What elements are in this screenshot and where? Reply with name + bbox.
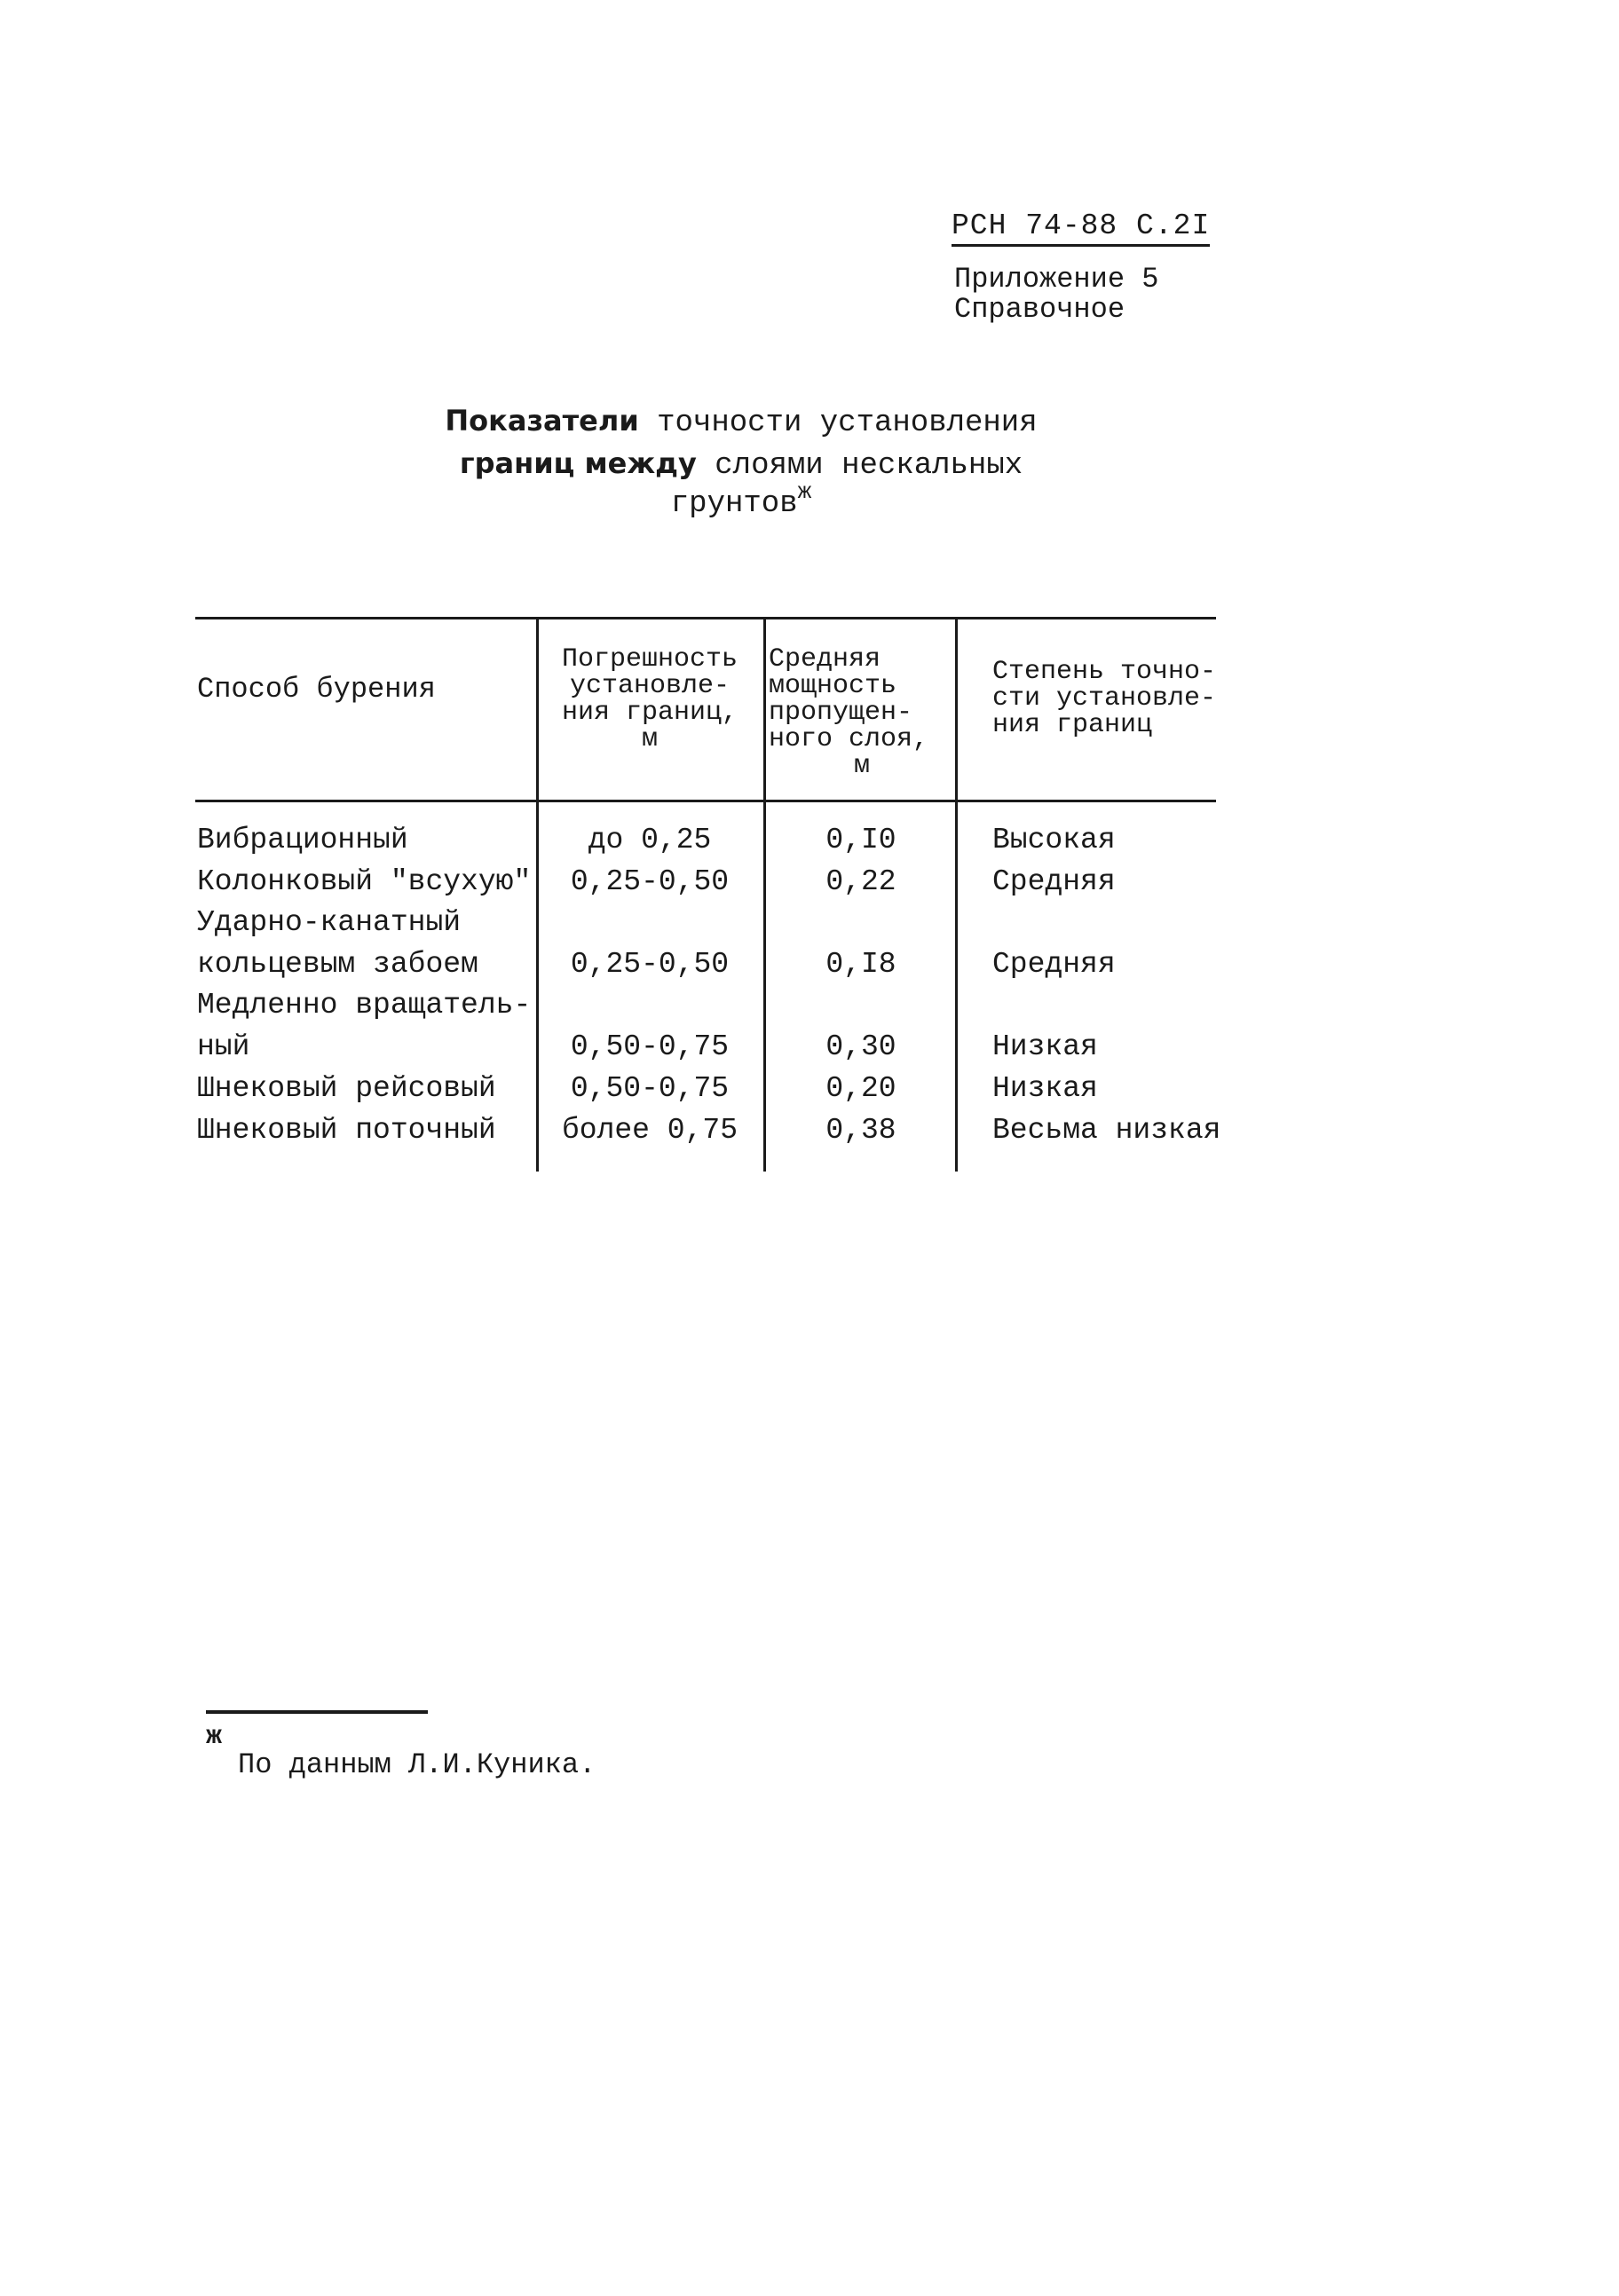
title-rest-part-1: точности установления (657, 406, 1038, 440)
appendix-type: Справочное (954, 293, 1125, 326)
header-error (538, 646, 762, 753)
cell-method-continued: кольцевым забоем (197, 948, 478, 981)
cell-thickness: 0,I0 (825, 824, 896, 856)
header-degree-line: ния границ (992, 710, 1153, 740)
cell-thickness: 0,30 (825, 1030, 896, 1063)
footnote-separator (206, 1710, 428, 1714)
header-degree-line: Степень точно- (992, 657, 1217, 687)
cell-method: Медленно вращатель- (197, 989, 532, 1022)
table-header-rule (195, 800, 1216, 802)
appendix-label (954, 264, 1158, 325)
header-error-line: установле- (569, 671, 731, 701)
cell-degree: Средняя (992, 948, 1116, 981)
cell-degree: Низкая (992, 1030, 1098, 1063)
title-line-3 (293, 478, 1189, 521)
cell-thickness: 0,38 (825, 1114, 896, 1147)
header-error-line: Погрешность (561, 644, 738, 675)
cell-thickness: 0,I8 (825, 948, 896, 981)
cell-method: Шнековый поточный (197, 1114, 496, 1147)
column-divider-2 (763, 619, 766, 1172)
header-thickness (769, 646, 955, 779)
cell-method: Ударно-канатный (197, 906, 462, 939)
footnote-text: По данным Л.И.Куника. (238, 1748, 596, 1781)
title-line-1 (293, 404, 1189, 440)
cell-degree: Низкая (992, 1072, 1098, 1105)
cell-method: Вибрационный (197, 824, 408, 856)
cell-degree: Средняя (992, 865, 1116, 898)
header-degree-line: сти установле- (992, 683, 1217, 714)
cell-thickness: 0,22 (825, 865, 896, 898)
header-method: Способ бурения (197, 673, 436, 706)
cell-error: 0,50-0,75 (570, 1072, 730, 1105)
cell-degree: Высокая (992, 824, 1116, 856)
cell-degree: Весьма низкая (992, 1114, 1221, 1147)
title-bold-part-2: границ между (459, 446, 697, 480)
document-reference: РСН 74-88 С.2I (952, 209, 1210, 247)
title-rest-part-3: грунтов (670, 487, 798, 521)
header-thickness-line: м (853, 751, 870, 781)
cell-thickness: 0,20 (825, 1072, 896, 1105)
table-top-rule (195, 617, 1216, 619)
header-thickness-line: Средняя (769, 644, 881, 675)
header-thickness-line: ного слоя, (769, 724, 929, 754)
cell-error: 0,25-0,50 (570, 948, 730, 981)
title-rest-part-2: слоями нескальных (715, 449, 1023, 483)
cell-error: более 0,75 (561, 1114, 738, 1147)
title-bold-part-1: Показатели (445, 404, 639, 438)
cell-method: Шнековый рейсовый (197, 1072, 496, 1105)
header-thickness-line: мощность (769, 671, 897, 701)
cell-method-continued: ный (197, 1030, 250, 1063)
column-divider-3 (955, 619, 958, 1172)
appendix-number: Приложение 5 (954, 263, 1159, 296)
header-error-line: ния границ, (561, 698, 738, 728)
title-footnote-mark: ж (797, 478, 812, 505)
cell-method: Колонковый "всухую" (197, 865, 532, 898)
header-thickness-line: пропущен- (769, 698, 913, 728)
footnote-mark: ж (206, 1722, 223, 1752)
cell-error: до 0,25 (588, 824, 712, 856)
title-line-2 (293, 446, 1189, 483)
header-error-line: м (641, 724, 658, 754)
cell-error: 0,25-0,50 (570, 865, 730, 898)
cell-error: 0,50-0,75 (570, 1030, 730, 1063)
header-degree (992, 659, 1216, 738)
